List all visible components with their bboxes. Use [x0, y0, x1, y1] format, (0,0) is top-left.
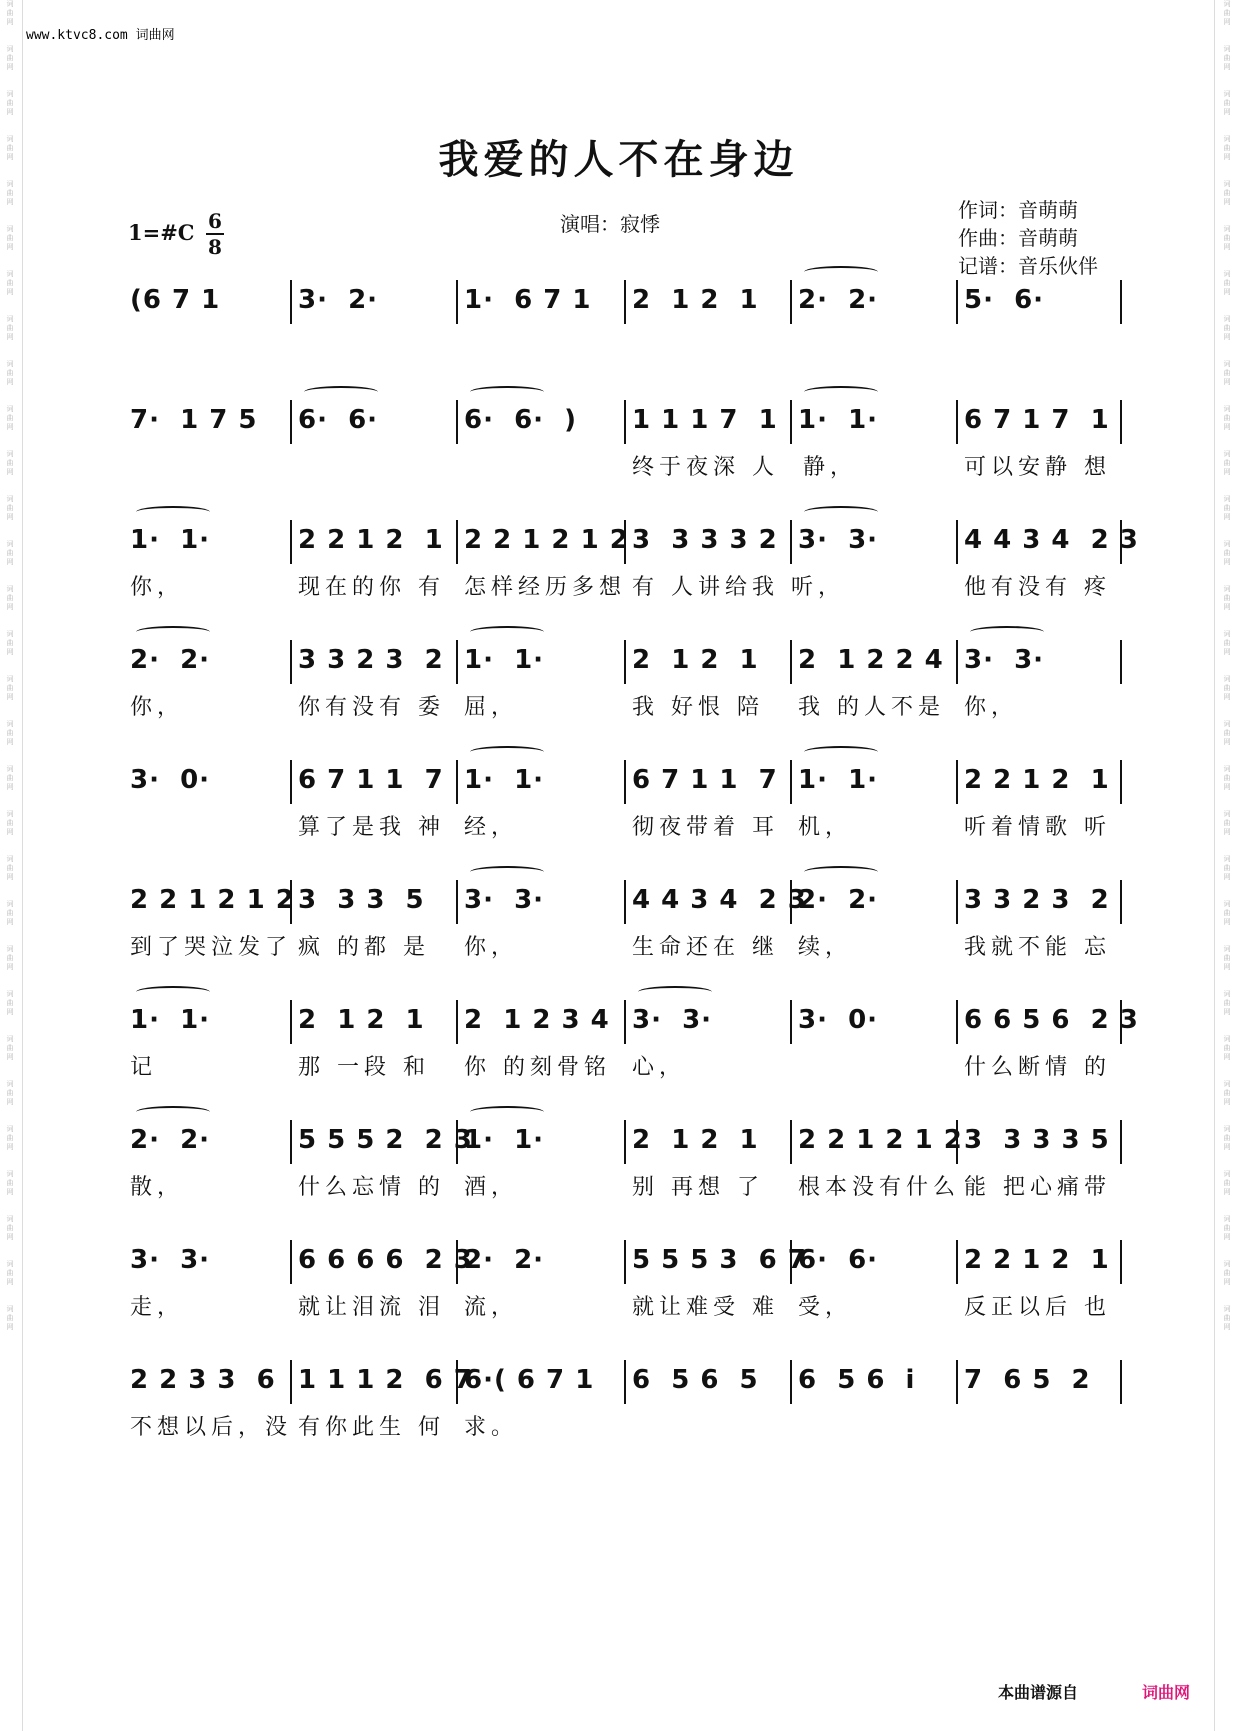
measure-lyrics: 疯 的都 是 [298, 935, 430, 960]
measure-notes: 2 2 1 2 1 2 [130, 885, 295, 915]
slur-mark [804, 866, 878, 878]
measure-notes: 1· 1· [464, 645, 545, 675]
measure-notes: 6 7 1 7 1 [964, 405, 1110, 435]
watermark-text: 词 曲 网 [6, 720, 14, 746]
measure-notes: 2 2 3 3 6 [130, 1365, 276, 1395]
measure-notes: 3· 3· [130, 1245, 211, 1275]
measure-notes: 1· 1· [798, 765, 879, 795]
measure-notes: 6· 6· [298, 405, 379, 435]
measure-lyrics: 我 好恨 陪 [632, 695, 764, 720]
measure-notes: 3· 3· [464, 885, 545, 915]
measure-lyrics: 可以安静 想 [964, 455, 1111, 480]
watermark-text: 词 曲 网 [6, 630, 14, 656]
site-url[interactable]: www.ktvc8.com 词曲网 [26, 28, 175, 43]
measure-lyrics: 反正以后 也 [964, 1295, 1111, 1320]
measure-lyrics: 就让泪流 泪 [298, 1295, 445, 1320]
bar-line [456, 400, 458, 444]
bar-line [790, 280, 792, 324]
bar-line [624, 1240, 626, 1284]
watermark-text: 词 曲 网 [1223, 1035, 1231, 1061]
watermark-text: 词 曲 网 [6, 810, 14, 836]
measure-lyrics: 彻夜带着 耳 [632, 815, 779, 840]
bar-line [1120, 760, 1122, 804]
bar-line [790, 520, 792, 564]
watermark-text: 词 曲 网 [1223, 90, 1231, 116]
measure-notes: 2 2 1 2 1 [964, 765, 1110, 795]
measure-notes: 7· 1 7 5 [130, 405, 258, 435]
score-line [0, 520, 1237, 630]
measure-notes: 3· 3· [798, 525, 879, 555]
measure-notes: 5 5 5 3 6 7 [632, 1245, 807, 1275]
measure-notes: 6· 6· [798, 1245, 879, 1275]
score-line [0, 280, 1237, 390]
watermark-text: 词 曲 网 [6, 1080, 14, 1106]
bar-line [790, 760, 792, 804]
measure-lyrics: 他有没有 疼 [964, 575, 1111, 600]
measure-notes: 2 1 2 2 4 [798, 645, 944, 675]
measure-lyrics: 什么断情 的 [964, 1055, 1111, 1080]
watermark-text: 词 曲 网 [1223, 810, 1231, 836]
measure-lyrics: 你， [130, 695, 185, 720]
measure-notes: 3 3 3 5 [298, 885, 425, 915]
measure-lyrics: 能 把心痛带 [964, 1175, 1111, 1200]
watermark-text: 词 曲 网 [1223, 45, 1231, 71]
bar-line [956, 640, 958, 684]
slur-mark [804, 506, 878, 518]
watermark-text: 词 曲 网 [6, 540, 14, 566]
score-line [0, 880, 1237, 990]
measure-notes: 3· 3· [964, 645, 1045, 675]
time-signature [208, 209, 222, 259]
watermark-text: 词 曲 网 [6, 1305, 14, 1331]
slur-mark [136, 626, 210, 638]
measure-lyrics: 生命还在 继 [632, 935, 779, 960]
watermark-text: 词 曲 网 [6, 405, 14, 431]
measure-lyrics: 听着情歌 听 [964, 815, 1111, 840]
measure-notes: 4 4 3 4 2 3 [632, 885, 807, 915]
watermark-text: 词 曲 网 [1223, 1215, 1231, 1241]
watermark-text: 词 曲 网 [1223, 180, 1231, 206]
measure-notes: 2· 2· [798, 285, 879, 315]
bar-line [290, 280, 292, 324]
slur-mark [136, 986, 210, 998]
watermark-text: 词 曲 网 [6, 225, 14, 251]
measure-notes: 6 6 5 6 2 3 [964, 1005, 1139, 1035]
bar-line [456, 1000, 458, 1044]
key-signature: 1=#C [128, 220, 195, 245]
bar-line [624, 760, 626, 804]
measure-notes: 6 7 1 1 7 [298, 765, 444, 795]
measure-lyrics: 走， [130, 1295, 185, 1320]
measure-notes: 1· 1· [130, 1005, 211, 1035]
measure-lyrics: 终于夜深 人 静， [632, 455, 857, 480]
watermark-text: 词 曲 网 [6, 1035, 14, 1061]
slur-mark [470, 626, 544, 638]
measure-notes: 2 1 2 1 [632, 285, 759, 315]
watermark-text: 词 曲 网 [6, 1215, 14, 1241]
slur-mark [470, 386, 544, 398]
watermark-text: 词 曲 网 [1223, 855, 1231, 881]
singer-credit: 演唱：寂悸 [560, 212, 660, 236]
watermark-text: 词 曲 网 [1223, 495, 1231, 521]
score-line [0, 400, 1237, 510]
watermark-text: 词 曲 网 [6, 90, 14, 116]
measure-notes: 2 2 1 2 1 2 [464, 525, 629, 555]
measure-notes: 6 5 6 i [798, 1365, 916, 1395]
bar-line [790, 400, 792, 444]
measure-lyrics: 根本没有什么 [798, 1175, 961, 1200]
measure-lyrics: 受， [798, 1295, 853, 1320]
watermark-text: 词 曲 网 [6, 855, 14, 881]
measure-notes: 3 3 2 3 2 [298, 645, 444, 675]
bar-line [1120, 400, 1122, 444]
watermark-text: 词 曲 网 [6, 495, 14, 521]
measure-lyrics: 我 的人不是 [798, 695, 945, 720]
bar-line [956, 760, 958, 804]
bar-line [290, 400, 292, 444]
measure-lyrics: 你 的刻骨铭 [464, 1055, 611, 1080]
lyricist-credit: 作词：音萌萌 [958, 198, 1078, 222]
bar-line [1120, 880, 1122, 924]
slur-mark [470, 1106, 544, 1118]
watermark-text: 词 曲 网 [1223, 720, 1231, 746]
watermark-text: 词 曲 网 [1223, 1080, 1231, 1106]
measure-lyrics: 求。 [464, 1415, 519, 1440]
measure-notes: 6 6 6 6 2 3 [298, 1245, 473, 1275]
watermark-text: 词 曲 网 [6, 585, 14, 611]
watermark-text: 词 曲 网 [1223, 1125, 1231, 1151]
measure-lyrics: 到了哭泣发了 [130, 935, 293, 960]
bar-line [1120, 280, 1122, 324]
watermark-text: 词 曲 网 [1223, 0, 1231, 26]
song-title: 我爱的人不在身边 [438, 136, 799, 183]
measure-notes: 3· 3· [632, 1005, 713, 1035]
bar-line [790, 1120, 792, 1164]
slur-mark [470, 746, 544, 758]
watermark-text: 词 曲 网 [1223, 900, 1231, 926]
bar-line [290, 1240, 292, 1284]
bar-line [790, 640, 792, 684]
bar-line [1120, 640, 1122, 684]
measure-notes: 1· 6 7 1 [464, 285, 592, 315]
measure-lyrics: 机， [798, 815, 853, 840]
watermark-text: 词 曲 网 [1223, 990, 1231, 1016]
measure-notes: 3· 2· [298, 285, 379, 315]
measure-lyrics: 我就不能 忘 [964, 935, 1111, 960]
measure-notes: 4 4 3 4 2 3 [964, 525, 1139, 555]
score-line [0, 1240, 1237, 1350]
measure-notes: 3 3 2 3 2 [964, 885, 1110, 915]
measure-lyrics: 现在的你 有 [298, 575, 445, 600]
measure-notes: 2· 2· [130, 1125, 211, 1155]
bar-line [1120, 1120, 1122, 1164]
watermark-text: 词 曲 网 [1223, 450, 1231, 476]
watermark-text: 词 曲 网 [1223, 1260, 1231, 1286]
measure-lyrics: 酒， [464, 1175, 519, 1200]
watermark-text: 词 曲 网 [1223, 225, 1231, 251]
measure-notes: 2 1 2 1 [632, 645, 759, 675]
bar-line [956, 1360, 958, 1404]
measure-notes: 6 7 1 1 7 [632, 765, 778, 795]
measure-notes: 5· 6· [964, 285, 1045, 315]
slur-mark [638, 986, 712, 998]
bar-line [624, 640, 626, 684]
measure-lyrics: 你有没有 委 [298, 695, 445, 720]
measure-lyrics: 有你此生 何 [298, 1415, 445, 1440]
bar-line [290, 640, 292, 684]
measure-notes: 5 5 5 2 2 3 [298, 1125, 473, 1155]
watermark-text: 词 曲 网 [6, 135, 14, 161]
measure-notes: 3 3 3 3 2 [632, 525, 778, 555]
measure-notes: 6·( 6 7 1 [464, 1365, 595, 1395]
bar-line [956, 520, 958, 564]
watermark-text: 词 曲 网 [6, 180, 14, 206]
measure-lyrics: 散， [130, 1175, 185, 1200]
watermark-text: 词 曲 网 [1223, 675, 1231, 701]
bar-line [1120, 1360, 1122, 1404]
watermark-text: 词 曲 网 [6, 270, 14, 296]
measure-notes: 1 1 1 2 6 7 [298, 1365, 473, 1395]
measure-notes: 6 5 6 5 [632, 1365, 759, 1395]
watermark-text: 词 曲 网 [6, 675, 14, 701]
slur-mark [470, 866, 544, 878]
watermark-text: 词 曲 网 [6, 1260, 14, 1286]
watermark-text: 词 曲 网 [1223, 360, 1231, 386]
bar-line [624, 880, 626, 924]
measure-lyrics: 你， [130, 575, 185, 600]
measure-notes: 2 2 1 2 1 [298, 525, 444, 555]
bar-line [1120, 1240, 1122, 1284]
measure-notes: 1· 1· [464, 765, 545, 795]
measure-notes: 2 1 2 3 4 [464, 1005, 610, 1035]
bar-line [624, 1120, 626, 1164]
slur-mark [136, 506, 210, 518]
measure-notes: 7 6 5 2 [964, 1365, 1091, 1395]
measure-notes: 3 3 3 3 5 [964, 1125, 1110, 1155]
watermark-text: 词 曲 网 [1223, 1170, 1231, 1196]
bar-line [456, 760, 458, 804]
watermark-text: 词 曲 网 [6, 315, 14, 341]
measure-notes: 2· 2· [130, 645, 211, 675]
slur-mark [804, 746, 878, 758]
watermark-text: 词 曲 网 [1223, 630, 1231, 656]
time-signature-bottom: 8 [208, 235, 222, 259]
measure-lyrics: 流， [464, 1295, 519, 1320]
bar-line [456, 280, 458, 324]
watermark-text: 词 曲 网 [1223, 315, 1231, 341]
score-line [0, 1360, 1237, 1470]
watermark-text: 词 曲 网 [1223, 270, 1231, 296]
measure-lyrics: 不想以后，没 [130, 1415, 293, 1440]
watermark-text: 词 曲 网 [6, 945, 14, 971]
measure-lyrics: 你， [464, 935, 519, 960]
measure-lyrics: 有 人讲给我 听， [632, 575, 845, 600]
bar-line [456, 640, 458, 684]
bar-line [290, 1120, 292, 1164]
slur-mark [136, 1106, 210, 1118]
watermark-text: 词 曲 网 [1223, 405, 1231, 431]
bar-line [456, 880, 458, 924]
measure-lyrics: 你， [964, 695, 1019, 720]
bar-line [956, 1000, 958, 1044]
source-brand[interactable]: 词曲网 [1142, 1683, 1191, 1702]
measure-notes: 2 2 1 2 1 [964, 1245, 1110, 1275]
watermark-text: 词 曲 网 [1223, 765, 1231, 791]
measure-lyrics: 怎样经历多想 [464, 575, 627, 600]
bar-line [956, 880, 958, 924]
credits-block [958, 196, 1098, 280]
watermark-text: 词 曲 网 [6, 1125, 14, 1151]
watermark-text: 词 曲 网 [6, 1170, 14, 1196]
measure-notes: 1· 1· [464, 1125, 545, 1155]
measure-notes: 2 2 1 2 1 2 [798, 1125, 963, 1155]
measure-notes: 2· 2· [464, 1245, 545, 1275]
score-line [0, 1120, 1237, 1230]
measure-lyrics: 心， [632, 1055, 687, 1080]
measure-notes: 2· 2· [798, 885, 879, 915]
measure-notes: 6· 6· ) [464, 405, 578, 435]
watermark-text: 词 曲 网 [1223, 945, 1231, 971]
measure-lyrics: 就让难受 难 [632, 1295, 779, 1320]
slur-mark [804, 266, 878, 278]
bar-line [290, 1360, 292, 1404]
bar-line [790, 1360, 792, 1404]
watermark-text: 词 曲 网 [6, 450, 14, 476]
measure-lyrics: 屈， [464, 695, 519, 720]
bar-line [290, 1000, 292, 1044]
bar-line [290, 520, 292, 564]
bar-line [624, 1000, 626, 1044]
time-signature-top: 6 [208, 209, 222, 233]
slur-mark [304, 386, 378, 398]
bar-line [456, 520, 458, 564]
watermark-text: 词 曲 网 [1223, 540, 1231, 566]
watermark-text: 词 曲 网 [6, 900, 14, 926]
measure-lyrics: 算了是我 神 [298, 815, 445, 840]
slur-mark [970, 626, 1044, 638]
watermark-text: 词 曲 网 [6, 45, 14, 71]
source-label: 本曲谱源自 [998, 1683, 1079, 1702]
watermark-text: 词 曲 网 [6, 360, 14, 386]
score-line [0, 1000, 1237, 1110]
transcriber-credit: 记谱：音乐伙伴 [958, 254, 1098, 278]
score-line [0, 760, 1237, 870]
measure-lyrics: 记 [130, 1055, 158, 1080]
bar-line [290, 760, 292, 804]
measure-notes: 1· 1· [130, 525, 211, 555]
watermark-text: 词 曲 网 [6, 0, 14, 26]
measure-notes: (6 7 1 [130, 285, 221, 315]
measure-lyrics: 什么忘情 的 [298, 1175, 445, 1200]
watermark-text: 词 曲 网 [6, 765, 14, 791]
bar-line [956, 280, 958, 324]
measure-notes: 3· 0· [130, 765, 211, 795]
bar-line [624, 280, 626, 324]
measure-notes: 1· 1· [798, 405, 879, 435]
measure-lyrics: 经， [464, 815, 519, 840]
measure-notes: 1 1 1 7 1 [632, 405, 778, 435]
watermark-text: 词 曲 网 [6, 990, 14, 1016]
measure-lyrics: 续， [798, 935, 853, 960]
slur-mark [804, 386, 878, 398]
bar-line [956, 1240, 958, 1284]
measure-lyrics: 别 再想 了 [632, 1175, 764, 1200]
bar-line [624, 1360, 626, 1404]
bar-line [956, 400, 958, 444]
measure-notes: 2 1 2 1 [632, 1125, 759, 1155]
watermark-text: 词 曲 网 [1223, 1305, 1231, 1331]
watermark-text: 词 曲 网 [1223, 585, 1231, 611]
score-line [0, 640, 1237, 750]
bar-line [790, 1000, 792, 1044]
measure-notes: 3· 0· [798, 1005, 879, 1035]
composer-credit: 作曲：音萌萌 [958, 226, 1078, 250]
measure-notes: 2 1 2 1 [298, 1005, 425, 1035]
watermark-text: 词 曲 网 [1223, 135, 1231, 161]
bar-line [624, 400, 626, 444]
measure-lyrics: 那 一段 和 [298, 1055, 430, 1080]
